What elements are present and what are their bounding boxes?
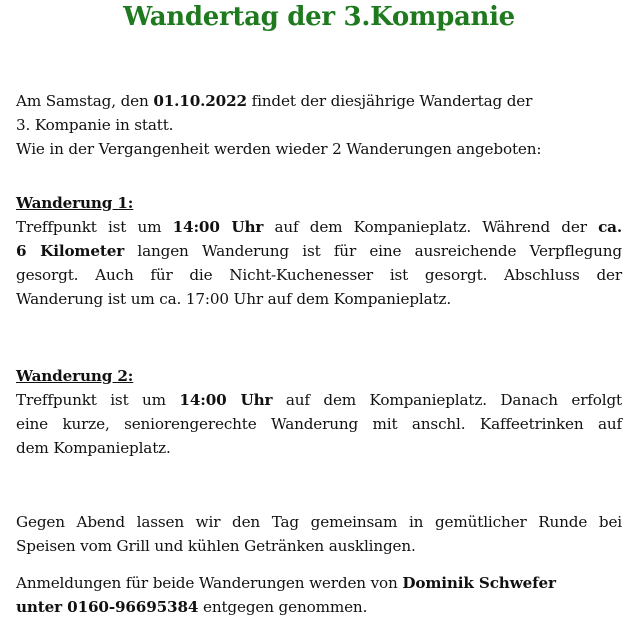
wanderung-2-heading-text: Wanderung 2: <box>16 367 134 385</box>
wanderung-1-body <box>16 215 622 311</box>
contact-phone: unter 0160-96695384 <box>16 598 199 616</box>
wanderung-1-text-c: langen Wanderung ist für eine ausreichende Verpflegung <box>124 242 622 260</box>
signup-line-1 <box>16 571 622 595</box>
wanderung-1-text-a: Treffpunkt ist um <box>16 218 173 236</box>
wanderung-2-body <box>16 388 622 460</box>
wanderung-1-line-3: gesorgt. Auch für die Nicht-Kuchenesser ist gesorgt. Abschluss der <box>16 266 622 284</box>
wanderung-2-heading <box>16 364 622 388</box>
wanderung-1-line-2 <box>16 239 622 263</box>
signup-line-2 <box>16 595 622 619</box>
intro-line-3: Wie in der Vergangenheit werden wieder 2 Wanderungen angeboten: <box>16 140 542 158</box>
signup-text-a: Anmeldungen für beide Wanderungen werden von <box>16 574 403 592</box>
signup-text-b: entgegen genommen. <box>198 598 368 616</box>
wanderung-2-text-b: auf dem Kompanieplatz. Danach erfolgt <box>272 391 623 409</box>
closing-line-2: Speisen vom Grill und kühlen Getränken ausklingen. <box>16 537 416 555</box>
intro-text-a: Am Samstag, den <box>16 92 154 110</box>
wanderung-2-line-2: eine kurze, seniorengerechte Wanderung mit anschl. Kaffeetrinken auf <box>16 415 622 433</box>
wanderung-2-line-1 <box>16 388 622 412</box>
wanderung-1-distance: 6 Kilometer <box>16 242 125 260</box>
event-date: 01.10.2022 <box>153 92 247 110</box>
intro-line-2: 3. Kompanie in statt. <box>16 116 174 134</box>
closing-line-1: Gegen Abend lassen wir den Tag gemeinsam in gemütlicher Runde bei <box>16 513 622 531</box>
wanderung-2-time: 14:00 Uhr <box>179 391 273 409</box>
intro-paragraph <box>16 89 622 161</box>
contact-name: Dominik Schwefer <box>402 574 556 592</box>
wanderung-1-line-4: Wanderung ist um ca. 17:00 Uhr auf dem Kompanieplatz. <box>16 290 452 308</box>
wanderung-2-text-a: Treffpunkt ist um <box>16 391 180 409</box>
intro-line-1 <box>16 89 622 113</box>
wanderung-1-line-1 <box>16 215 622 239</box>
wanderung-1-text-b: auf dem Kompanieplatz. Während der <box>263 218 599 236</box>
page-title: Wandertag der 3.Kompanie <box>123 2 515 32</box>
wanderung-1-ca: ca. <box>598 218 623 236</box>
closing-paragraph <box>16 510 622 558</box>
signup-paragraph <box>16 571 622 619</box>
intro-text-b: findet der diesjährige Wandertag der <box>246 92 533 110</box>
wanderung-1-heading <box>16 191 622 215</box>
wanderung-2-line-3: dem Kompanieplatz. <box>16 439 171 457</box>
wanderung-1-heading-text: Wanderung 1: <box>16 194 134 212</box>
wanderung-1-time: 14:00 Uhr <box>172 218 264 236</box>
